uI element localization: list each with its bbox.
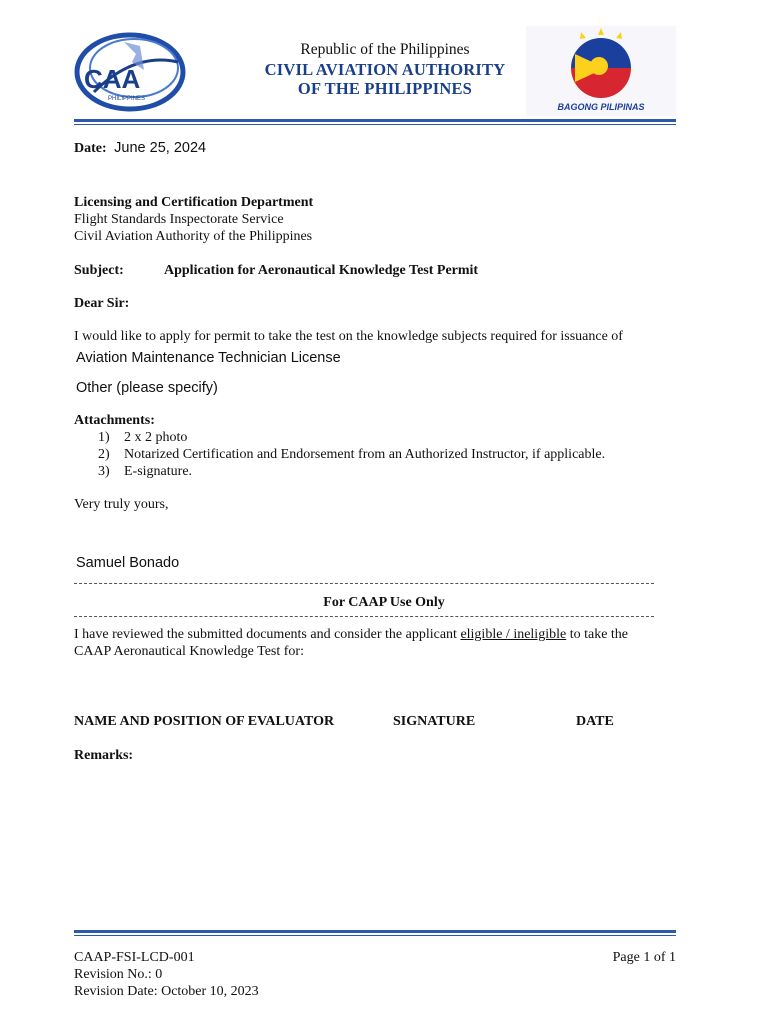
svg-text:CAA: CAA bbox=[84, 64, 141, 94]
subject-label: Subject: bbox=[74, 263, 124, 278]
doc-code: CAAP-FSI-LCD-001 bbox=[74, 950, 195, 965]
divider-top bbox=[74, 583, 654, 584]
revision-number: Revision No.: 0 bbox=[74, 967, 163, 982]
svg-text:PHILIPPINES: PHILIPPINES bbox=[108, 96, 146, 102]
recipient-department: Licensing and Certification Department bbox=[74, 195, 314, 210]
date-row bbox=[74, 140, 206, 157]
authority-line-1: CIVIL AVIATION AUTHORITY bbox=[264, 60, 506, 79]
date-label: Date: bbox=[74, 141, 107, 156]
remarks-label: Remarks: bbox=[74, 748, 134, 763]
body-text: I would like to apply for permit to take the test on the knowledge subjects required for issuance of bbox=[74, 329, 623, 344]
header-rule bbox=[74, 119, 676, 122]
caap-section-title: For CAAP Use Only bbox=[323, 595, 445, 610]
recipient-authority: Civil Aviation Authority of the Philippines bbox=[74, 229, 313, 244]
other-field[interactable]: Other (please specify) bbox=[76, 380, 218, 396]
signer-name[interactable]: Samuel Bonado bbox=[76, 555, 180, 571]
subject-value: Application for Aeronautical Knowledge Test Permit bbox=[164, 263, 479, 278]
authority-line-2: OF THE PHILIPPINES bbox=[297, 79, 473, 98]
divider-bottom bbox=[74, 616, 654, 617]
closing: Very truly yours, bbox=[74, 497, 169, 512]
caa-logo bbox=[74, 32, 186, 112]
review-statement-line2: CAAP Aeronautical Knowledge Test for: bbox=[74, 644, 304, 659]
list-item: 2) Notarized Certification and Endorsement from an Authorized Instructor, if applicable. bbox=[98, 447, 606, 462]
header-rule-thin bbox=[74, 124, 676, 125]
footer-rule bbox=[74, 930, 676, 933]
list-item: 3) E-signature. bbox=[98, 464, 193, 479]
license-field[interactable]: Aviation Maintenance Technician License bbox=[76, 350, 341, 366]
review-statement: I have reviewed the submitted documents and consider the applicant eligible / ineligible to take the bbox=[74, 627, 629, 642]
list-item: 1) 2 x 2 photo bbox=[98, 430, 188, 445]
republic-line: Republic of the Philippines bbox=[300, 41, 470, 58]
date-value: June 25, 2024 bbox=[114, 140, 207, 156]
attachments-label: Attachments: bbox=[74, 413, 155, 428]
svg-text:BAGONG PILIPINAS: BAGONG PILIPINAS bbox=[557, 102, 645, 112]
footer-rule-thin bbox=[74, 935, 676, 936]
recipient-service: Flight Standards Inspectorate Service bbox=[74, 212, 284, 227]
bagong-pilipinas-logo bbox=[526, 26, 676, 116]
eligibility-option[interactable]: eligible / ineligible bbox=[460, 627, 567, 642]
salutation: Dear Sir: bbox=[74, 296, 130, 311]
signature-column: SIGNATURE bbox=[393, 714, 476, 729]
header-title-block bbox=[240, 40, 530, 98]
page-number: Page 1 of 1 bbox=[612, 950, 676, 965]
date-column: DATE bbox=[576, 714, 614, 729]
revision-date: Revision Date: October 10, 2023 bbox=[74, 984, 259, 999]
attachments-list bbox=[74, 429, 605, 480]
evaluator-column: NAME AND POSITION OF EVALUATOR bbox=[74, 714, 335, 729]
